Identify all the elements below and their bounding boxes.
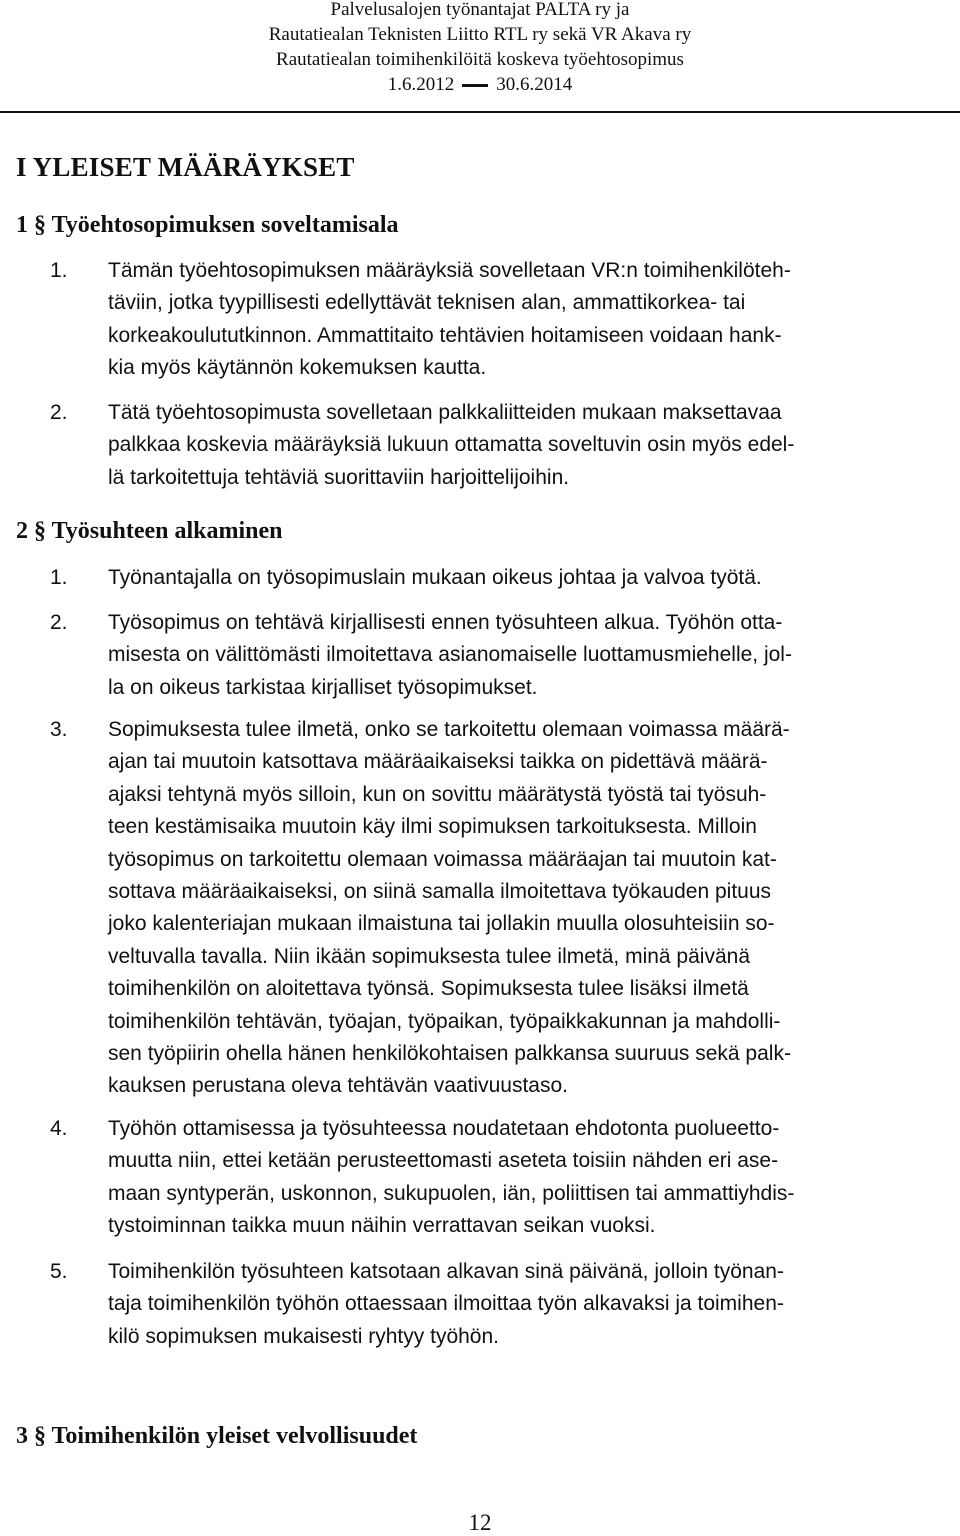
text-line: korkeakoulututkinnon. Ammattitaito tehtävien hoitamiseen voidaan hank-: [108, 323, 782, 347]
text-line: täviin, jotka tyypillisesti edellyttävät teknisen alan, ammattikorkea- tai: [108, 291, 746, 315]
text-line: sen työpiirin ohella hänen henkilökohtaisen palkkansa suuruus sekä palk-: [108, 1042, 791, 1066]
paragraph-number: 5.: [50, 1260, 68, 1283]
paragraph-number: 3.: [50, 718, 68, 741]
paragraph-text: [108, 255, 948, 385]
document-header: [0, 0, 960, 97]
text-line: lä tarkoitettuja tehtäviä suorittaviin harjoittelijoihin.: [108, 465, 570, 489]
text-line: Sopimuksesta tulee ilmetä, onko se tarkoitettu olemaan voimassa määrä-: [108, 718, 790, 741]
paragraph-text: [108, 397, 948, 494]
text-line: kilö sopimuksen mukaisesti ryhtyy työhön.: [108, 1324, 499, 1348]
text-line: Työhön ottamisessa ja työsuhteessa noudatetaan ehdotonta puolueetto-: [108, 1117, 780, 1140]
header-line: Rautatiealan toimihenkilöitä koskeva työehtosopimus: [276, 49, 684, 70]
paragraph-text: [108, 1256, 948, 1353]
section-heading: 3 § Toimihenkilön yleiset velvollisuudet: [16, 1423, 418, 1449]
text-line: joko kalenteriajan mukaan ilmaistuna tai jollakin muulla olosuhteisiin so-: [108, 912, 775, 936]
header-line: Rautatiealan Teknisten Liitto RTL ry sekä VR Akava ry: [268, 24, 692, 45]
text-line: veltuvalla tavalla. Niin ikään sopimuksesta tulee ilmetä, minä päivänä: [108, 944, 750, 968]
text-line: palkkaa koskevia määräyksiä lukuun ottamatta soveltuvin osin myös edel-: [108, 433, 795, 457]
date-range-dash: [462, 84, 488, 87]
text-line: ajan tai muutoin katsottava määräaikaiseksi taikka on pidettävä määrä-: [108, 750, 768, 774]
header-divider: [0, 111, 960, 113]
text-line: Toimihenkilön työsuhteen katsotaan alkavan sinä päivänä, jolloin työnan-: [108, 1260, 784, 1283]
text-line: Työsopimus on tehtävä kirjallisesti ennen työsuhteen alkua. Työhön otta-: [108, 611, 783, 634]
paragraph-number: 1.: [50, 566, 68, 589]
text-line: tystoiminnan taikka muun näihin verrattavan seikan vuoksi.: [108, 1214, 656, 1238]
paragraph-number: 4.: [50, 1117, 68, 1140]
section-heading: 2 § Työsuhteen alkaminen: [16, 518, 283, 544]
section-heading: 1 § Työehtosopimuksen soveltamisala: [16, 212, 399, 238]
paragraph-text: [108, 607, 948, 704]
header-date-range: [0, 72, 960, 97]
text-line: Tätä työehtosopimusta sovelletaan palkkaliitteiden mukaan maksettavaa: [108, 401, 782, 424]
paragraph-number: 2.: [50, 401, 68, 424]
date-end: 30.6.2014: [496, 74, 573, 95]
text-line: toimihenkilön on aloitettava työnsä. Sopimuksesta tulee lisäksi ilmetä: [108, 977, 749, 1001]
text-line: sottava määräaikaiseksi, on siinä samalla ilmoitettava työkauden pituus: [108, 880, 772, 904]
text-line: muutta niin, ettei ketään perusteettomasti aseteta toisiin nähden eri ase-: [108, 1149, 779, 1173]
text-line: maan syntyperän, uskonnon, sukupuolen, iän, poliittisen tai ammattiyhdis-: [108, 1181, 795, 1205]
text-line: kia myös käytännön kokemuksen kautta.: [108, 356, 487, 380]
paragraph-text: [108, 714, 948, 1103]
text-line: misesta on välittömästi ilmoitettava asianomaiselle luottamusmiehelle, jol-: [108, 643, 792, 667]
text-line: ajaksi tehtynä myös silloin, kun on sovittu määrätystä työstä tai työsuh-: [108, 782, 767, 806]
paragraph-text: [108, 562, 948, 594]
header-line: Palvelusalojen työnantajat PALTA ry ja: [330, 0, 630, 20]
text-line: Tämän työehtosopimuksen määräyksiä sovelletaan VR:n toimihenkilöteh-: [108, 259, 791, 282]
chapter-title: I YLEISET MÄÄRÄYKSET: [16, 152, 355, 182]
paragraph-text: [108, 1113, 948, 1243]
text-line: työsopimus on tarkoitettu olemaan voimassa määräajan tai muutoin kat-: [108, 847, 777, 871]
page-number: 12: [468, 1510, 492, 1535]
text-line: Työnantajalla on työsopimuslain mukaan oikeus johtaa ja valvoa työtä.: [108, 566, 762, 589]
text-line: kauksen perustana oleva tehtävän vaativuustaso.: [108, 1074, 568, 1098]
paragraph-number: 1.: [50, 259, 68, 282]
text-line: taja toimihenkilön työhön ottaessaan ilmoittaa työn alkavaksi ja toimihen-: [108, 1292, 784, 1316]
paragraph-number: 2.: [50, 611, 68, 634]
text-line: toimihenkilön tehtävän, työajan, työpaikan, työpaikkakunnan ja mahdolli-: [108, 1009, 781, 1033]
text-line: teen kestämisaika muutoin käy ilmi sopimuksen tarkoituksesta. Milloin: [108, 815, 757, 839]
date-start: 1.6.2012: [387, 74, 455, 95]
text-line: la on oikeus tarkistaa kirjalliset työsopimukset.: [108, 675, 538, 699]
